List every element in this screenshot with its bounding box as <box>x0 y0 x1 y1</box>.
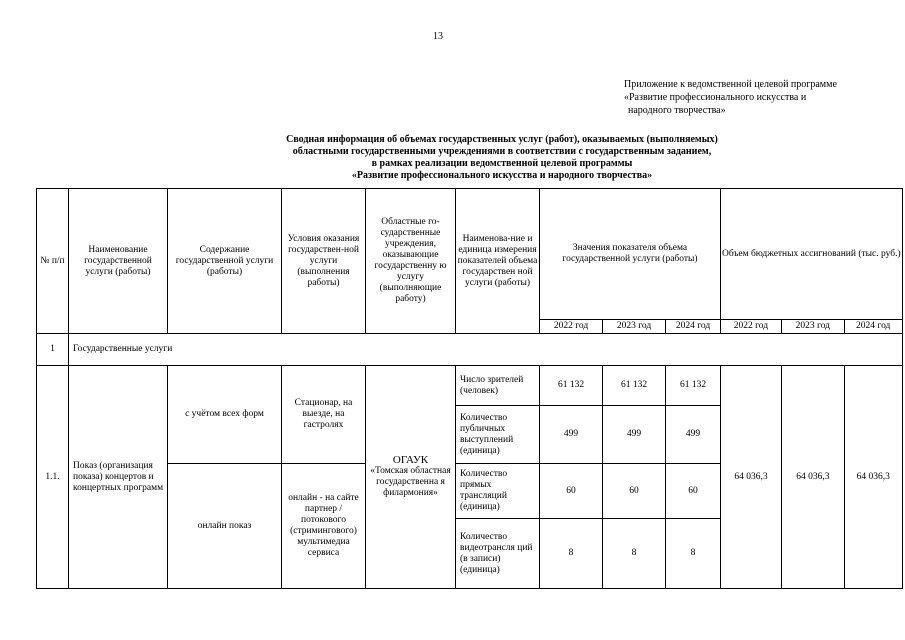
indicator-value: 60 <box>603 464 666 519</box>
header-budget <box>721 189 903 320</box>
header-service-content: Содержание государственной услуги (работы) <box>168 189 282 334</box>
header-year: 2023 год <box>603 320 666 334</box>
document-title <box>222 134 782 182</box>
header-volume-values <box>540 189 721 320</box>
institution-name: «Томская областная государственна я филармония» <box>370 466 451 498</box>
title-line: «Развитие профессионального искусства и народного творчества» <box>351 170 653 181</box>
header-year: 2023 год <box>781 320 844 334</box>
header-institutions: Областные го-сударственные учреждения, оказывающие государственну ю услугу (выполняющие работу) <box>366 189 456 334</box>
section-num: 1 <box>37 334 69 366</box>
budget-value: 64 036,3 <box>844 366 902 589</box>
service-name: Показ (организация показа) концертов и концертных программ <box>69 366 168 589</box>
header-service-name: Наименование государственной услуги (работы) <box>69 189 168 334</box>
indicator-value: 61 132 <box>540 366 603 406</box>
institution-type: ОГАУК <box>392 454 429 466</box>
indicator-value: 499 <box>540 406 603 464</box>
indicator-value: 61 132 <box>666 366 721 406</box>
content-all-forms: с учётом всех форм <box>168 366 282 464</box>
indicator-value: 60 <box>666 464 721 519</box>
header-volume-label: Значения показателя объема государственной услуги (работы) <box>562 243 698 264</box>
appendix-line: «Развитие профессионального искусства и <box>624 92 807 103</box>
indicator-value: 499 <box>666 406 721 464</box>
header-year: 2024 год <box>844 320 902 334</box>
budget-value: 64 036,3 <box>721 366 782 589</box>
header-budget-label: Объем бюджетных ассигнований (тыс. руб.) <box>722 248 901 259</box>
title-line: областными государственными учреждениями в соответствии с государственным заданием, <box>292 146 712 157</box>
appendix-note <box>624 78 837 117</box>
section-label: Государственные услуги <box>69 334 903 366</box>
indicator-value: 499 <box>603 406 666 464</box>
budget-value: 64 036,3 <box>781 366 844 589</box>
indicator-value: 60 <box>540 464 603 519</box>
indicator-value: 8 <box>666 519 721 589</box>
appendix-line: народного творчества» <box>628 105 726 116</box>
appendix-line: Приложение к ведомственной целевой программе <box>624 79 837 90</box>
indicator-name: Количество публичных выступлений (единица) <box>456 406 540 464</box>
indicator-value: 61 132 <box>603 366 666 406</box>
indicator-name: Количество прямых трансляций (единица) <box>456 464 540 519</box>
row-num: 1.1. <box>37 366 69 589</box>
indicator-name: Количество видеотрансля ций (в записи) (единица) <box>456 519 540 589</box>
header-year: 2024 год <box>666 320 721 334</box>
content-online: онлайн показ <box>168 464 282 589</box>
summary-table <box>36 188 903 589</box>
header-indicator: Наименова-ние и единица измерения показателей объема государствен ной услуги (работы) <box>456 189 540 334</box>
condition-online: онлайн - на сайте партнер / потокового (стримингового) мультимедиа сервиса <box>282 464 366 589</box>
header-num: № п/п <box>37 189 69 334</box>
indicator-value: 8 <box>540 519 603 589</box>
title-line: в рамках реализации ведомственной целевой программы <box>371 158 633 169</box>
header-year: 2022 год <box>540 320 603 334</box>
indicator-name: Число зрителей (человек) <box>456 366 540 406</box>
title-line: Сводная информация об объемах государственных услуг (работ), оказываемых (выполняемых) <box>286 134 718 145</box>
indicator-value: 8 <box>603 519 666 589</box>
institution <box>366 366 456 589</box>
header-year: 2022 год <box>721 320 782 334</box>
page-number: 13 <box>433 31 443 42</box>
header-conditions: Условия оказания государствен-ной услуги (выполнения работы) <box>282 189 366 334</box>
condition-stationary: Стационар, на выезде, на гастролях <box>282 366 366 464</box>
